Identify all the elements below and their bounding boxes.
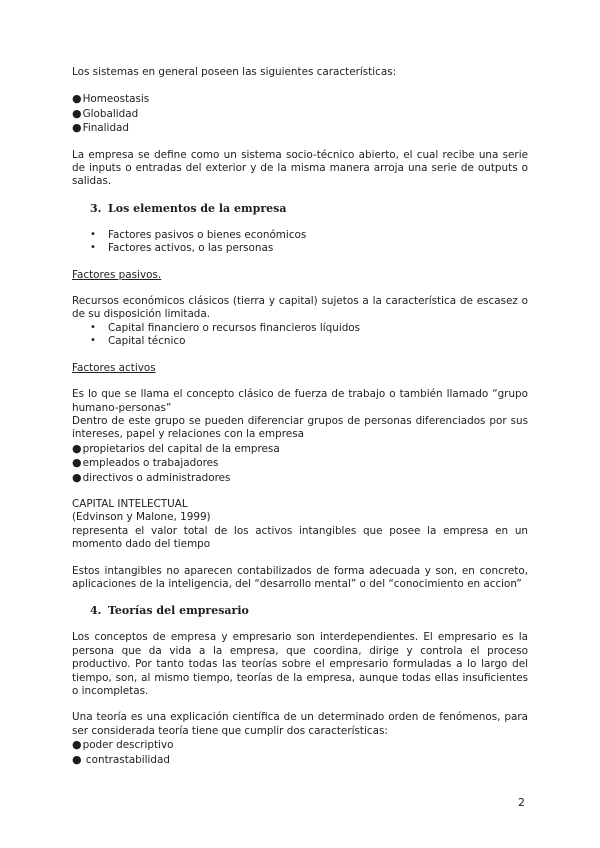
page-number: 2 — [518, 796, 525, 809]
bullet-icon: ● — [72, 470, 82, 484]
bullet-icon: ● — [72, 738, 82, 752]
bullet-icon: ● — [72, 92, 82, 106]
list-item: • Factores activos, o las personas — [90, 242, 274, 255]
teoria-characteristics-list — [72, 738, 528, 767]
list-item: ● directivos o administradores — [72, 470, 231, 484]
bullet-icon: • — [90, 228, 96, 240]
elementos-list — [72, 229, 528, 256]
section-3-heading: 3. Los elementos de la empresa — [90, 201, 287, 215]
intangibles-paragraph: Estos intangibles no aparecen contabilizados de forma adecuada y son, en concreto, aplicaciones de la inteligencia, del “desarrollo mental” o del “conocimiento en accion” — [72, 564, 528, 590]
factores-activos-heading: Factores activos — [72, 361, 156, 374]
list-item: • Capital financiero o recursos financieros líquidos — [90, 321, 361, 334]
bullet-icon: ● — [72, 441, 82, 455]
system-characteristics-list — [72, 92, 528, 135]
factores-activos-paragraph-1: Es lo que se llama el concepto clásico de fuerza de trabajo o también llamado “grupo humano-personas” — [72, 388, 528, 414]
empresa-definition-paragraph: La empresa se define como un sistema socio-técnico abierto, el cual recibe una serie de inputs o entradas del exterior y de la misma manera arroja una serie de outputs o salidas. — [72, 148, 528, 188]
page-content — [72, 66, 528, 767]
intro-paragraph: Los sistemas en general poseen las siguientes características: — [72, 66, 397, 78]
teoria-definition-paragraph: Una teoría es una explicación científica de un determinado orden de fenómenos, para ser considerada teoría tiene que cumplir dos características: — [72, 711, 528, 737]
bullet-icon: • — [90, 242, 96, 254]
list-item: ● propietarios del capital de la empresa — [72, 441, 280, 455]
factores-activos-paragraph-2: Dentro de este grupo se pueden diferenciar grupos de personas diferenciados por sus intereses, papel y relaciones con la empresa — [72, 414, 528, 441]
list-item: • Capital técnico — [90, 335, 186, 348]
teorias-paragraph: Los conceptos de empresa y empresario son interdependientes. El empresario es la persona que da vida a la empresa, que coordina, dirige y controla el proceso productivo. Por tanto todas las teorías sobre el empresario formuladas a lo largo del tiempo, son, al mismo tiempo, teorías de la empresa, aunque todas ellas insuficientes o incompletas. — [72, 631, 528, 697]
factores-pasivos-list — [72, 322, 528, 349]
bullet-icon: • — [90, 321, 96, 333]
list-item: ● Homeostasis — [72, 92, 150, 106]
list-item: ● Globalidad — [72, 106, 139, 120]
bullet-icon: ● — [72, 456, 82, 470]
factores-pasivos-paragraph: Recursos económicos clásicos (tierra y capital) sujetos a la característica de escasez o de su disposición limitada. — [72, 295, 528, 321]
bullet-icon: ● — [72, 752, 82, 766]
bullet-icon: • — [90, 335, 96, 347]
bullet-icon: ● — [72, 106, 82, 120]
capital-intelectual-citation: (Edvinson y Malone, 1999) — [72, 511, 211, 524]
list-item: ● poder descriptivo — [72, 738, 174, 752]
factores-activos-list — [72, 442, 528, 485]
section-4-heading: 4. Teorías del empresario — [90, 604, 249, 618]
list-item: ● contrastabilidad — [72, 752, 170, 766]
bullet-icon: ● — [72, 121, 82, 135]
list-item: • Factores pasivos o bienes económicos — [90, 228, 307, 241]
capital-intelectual-title: CAPITAL INTELECTUAL — [72, 497, 188, 510]
list-item: ● empleados o trabajadores — [72, 456, 219, 470]
list-item: ● Finalidad — [72, 121, 130, 135]
factores-pasivos-heading: Factores pasivos. — [72, 268, 162, 281]
capital-intelectual-definition: representa el valor total de los activos intangibles que posee la empresa en un momento dado del tiempo — [72, 524, 528, 551]
